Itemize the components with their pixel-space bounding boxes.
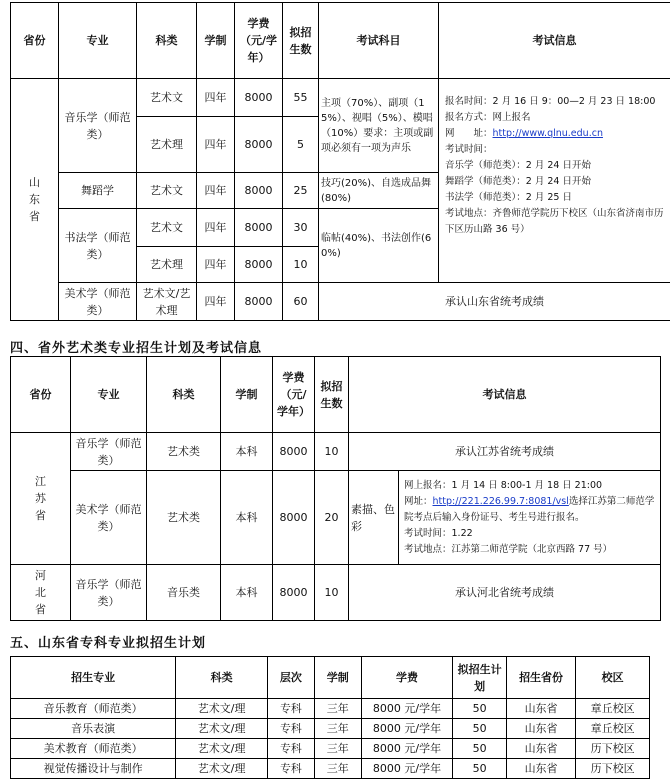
header-quota: 拟招生数 (315, 357, 349, 433)
header-quota: 拟招生数 (283, 3, 319, 79)
fee-cell: 8000 (235, 117, 283, 173)
duration-cell: 三年 (314, 739, 361, 759)
province-cell: 山东省 (506, 739, 575, 759)
duration-cell: 三年 (314, 699, 361, 719)
major-cell: 美术学（师范类） (59, 283, 137, 321)
subjects-calligraphy: 临帖(40%)、书法创作(60%) (319, 209, 439, 283)
header-major: 招生专业 (11, 657, 176, 699)
quota-cell: 50 (453, 739, 507, 759)
exam-info-cell: 承认江苏省统考成绩 (349, 433, 661, 471)
campus-cell: 历下校区 (576, 759, 650, 779)
province-cell: 山东省 (506, 719, 575, 739)
header-level: 层次 (267, 657, 314, 699)
section-5-title: 五、山东省专科专业拟招生计划 (10, 636, 207, 651)
quota-cell: 5 (283, 117, 319, 173)
fee-cell: 8000 (235, 283, 283, 321)
major-cell: 音乐教育（师范类） (11, 699, 176, 719)
header-subjects: 考试科目 (319, 3, 439, 79)
major-cell: 音乐学（师范类） (71, 565, 147, 621)
category-cell: 艺术文/理 (176, 699, 268, 719)
header-province: 省份 (11, 357, 71, 433)
category-cell: 艺术文 (137, 79, 197, 117)
province-cell: 江苏省 (11, 433, 71, 565)
duration-cell: 四年 (197, 117, 235, 173)
province-cell: 山东省 (11, 79, 59, 321)
fee-cell: 8000 元/学年 (361, 759, 453, 779)
major-cell: 舞蹈学 (59, 173, 137, 209)
category-cell: 艺术文/理 (176, 759, 268, 779)
level-cell: 专科 (267, 719, 314, 739)
header-category: 科类 (137, 3, 197, 79)
fee-cell: 8000 元/学年 (361, 719, 453, 739)
quota-cell: 50 (453, 699, 507, 719)
header-province: 招生省份 (506, 657, 575, 699)
exam-info-block: 报名时间：2 月 16 日 9：00—2 月 23 日 18:00 报名方式：网上报名 网 址：http://www.qlnu.edu.cn 考试时间： 音乐学（师范类）：2 月 24 日开始 舞蹈学（师范类）：2 月 24 日开始 书法学（师范类）：2 月 25 日 考试地点：齐鲁师范学院历下校区（山东省济南市历下区历山路 36 号） (439, 79, 670, 283)
major-cell: 音乐学（师范类） (71, 433, 147, 471)
major-cell: 书法学（师范类） (59, 209, 137, 283)
fee-cell: 8000 (273, 565, 315, 621)
duration-cell: 三年 (314, 719, 361, 739)
header-quota: 拟招生计划 (453, 657, 507, 699)
quota-cell: 10 (315, 433, 349, 471)
duration-cell: 四年 (197, 79, 235, 117)
quota-cell: 50 (453, 719, 507, 739)
category-cell: 艺术理 (137, 117, 197, 173)
province-cell: 河北省 (11, 565, 71, 621)
registration-link[interactable]: http://221.226.99.7:8081/vsl (432, 495, 569, 507)
province-cell: 山东省 (506, 699, 575, 719)
quota-cell: 10 (283, 247, 319, 283)
fee-cell: 8000 元/学年 (361, 699, 453, 719)
fine-arts-note: 承认山东省统考成绩 (319, 283, 670, 321)
header-province: 省份 (11, 3, 59, 79)
duration-cell: 四年 (197, 247, 235, 283)
major-cell: 音乐学（师范类） (59, 79, 137, 173)
fee-cell: 8000 (235, 209, 283, 247)
header-duration: 学制 (197, 3, 235, 79)
category-cell: 艺术文/理 (176, 719, 268, 739)
header-fee: 学费（元/学年） (235, 3, 283, 79)
duration-cell: 四年 (197, 209, 235, 247)
subjects-music: 主项（70%）、副项（15%）、视唱（5%）、模唱（10%）要求：主项或副项必须有一项为声乐 (319, 79, 439, 173)
quota-cell: 55 (283, 79, 319, 117)
header-category: 科类 (147, 357, 221, 433)
fee-cell: 8000 (235, 173, 283, 209)
major-cell: 美术学（师范类） (71, 471, 147, 565)
exam-info-cell: 承认河北省统考成绩 (349, 565, 661, 621)
section-4-title: 四、省外艺术类专业招生计划及考试信息 (10, 341, 263, 356)
category-cell: 艺术理 (137, 247, 197, 283)
duration-cell: 本科 (221, 565, 273, 621)
fee-cell: 8000 元/学年 (361, 739, 453, 759)
table-row (11, 759, 650, 779)
campus-cell: 历下校区 (576, 739, 650, 759)
quota-cell: 50 (453, 759, 507, 779)
header-category: 科类 (176, 657, 268, 699)
category-cell: 音乐类 (147, 565, 221, 621)
header-campus: 校区 (576, 657, 650, 699)
major-cell: 音乐表演 (11, 719, 176, 739)
category-cell: 艺术类 (147, 471, 221, 565)
major-cell: 美术教育（师范类） (11, 739, 176, 759)
subjects-dance: 技巧(20%)、自选成品舞(80%) (319, 173, 439, 209)
category-cell: 艺术文/理 (176, 739, 268, 759)
quota-cell: 20 (315, 471, 349, 565)
category-cell: 艺术文/艺术理 (137, 283, 197, 321)
header-fee: 学费（元/学年） (273, 357, 315, 433)
campus-cell: 章丘校区 (576, 699, 650, 719)
table-row (11, 739, 650, 759)
shandong-art-table (10, 2, 670, 321)
category-cell: 艺术文 (137, 173, 197, 209)
campus-cell: 章丘校区 (576, 719, 650, 739)
shandong-vocational-table (10, 656, 650, 779)
level-cell: 专科 (267, 759, 314, 779)
duration-cell: 本科 (221, 433, 273, 471)
quota-cell: 60 (283, 283, 319, 321)
fee-cell: 8000 (273, 433, 315, 471)
header-major: 专业 (71, 357, 147, 433)
duration-cell: 四年 (197, 283, 235, 321)
quota-cell: 10 (315, 565, 349, 621)
quota-cell: 25 (283, 173, 319, 209)
out-of-province-table (10, 356, 661, 621)
header-exam-info: 考试信息 (349, 357, 661, 433)
fee-cell: 8000 (235, 247, 283, 283)
subject-cell: 素描、色彩 (349, 471, 399, 565)
duration-cell: 本科 (221, 471, 273, 565)
province-cell: 山东省 (506, 759, 575, 779)
category-cell: 艺术类 (147, 433, 221, 471)
fee-cell: 8000 (235, 79, 283, 117)
table-row (11, 699, 650, 719)
duration-cell: 四年 (197, 173, 235, 209)
header-fee: 学费 (361, 657, 453, 699)
duration-cell: 三年 (314, 759, 361, 779)
header-exam-info: 考试信息 (439, 3, 670, 79)
category-cell: 艺术文 (137, 209, 197, 247)
header-duration: 学制 (314, 657, 361, 699)
exam-info-block: 网上报名：1 月 14 日 8:00-1 月 18 日 21:00 网址：http://221.226.99.7:8081/vsl选择江苏第二师范学院考点后输入身份证号、考生号进行报名。 考试时间：1.22 考试地点：江苏第二师范学院（北京西路 77 号） (399, 471, 661, 565)
level-cell: 专科 (267, 739, 314, 759)
table-row (11, 719, 650, 739)
major-cell: 视觉传播设计与制作 (11, 759, 176, 779)
fee-cell: 8000 (273, 471, 315, 565)
registration-link[interactable]: http://www.qlnu.edu.cn (492, 128, 603, 139)
header-duration: 学制 (221, 357, 273, 433)
quota-cell: 30 (283, 209, 319, 247)
header-major: 专业 (59, 3, 137, 79)
level-cell: 专科 (267, 699, 314, 719)
